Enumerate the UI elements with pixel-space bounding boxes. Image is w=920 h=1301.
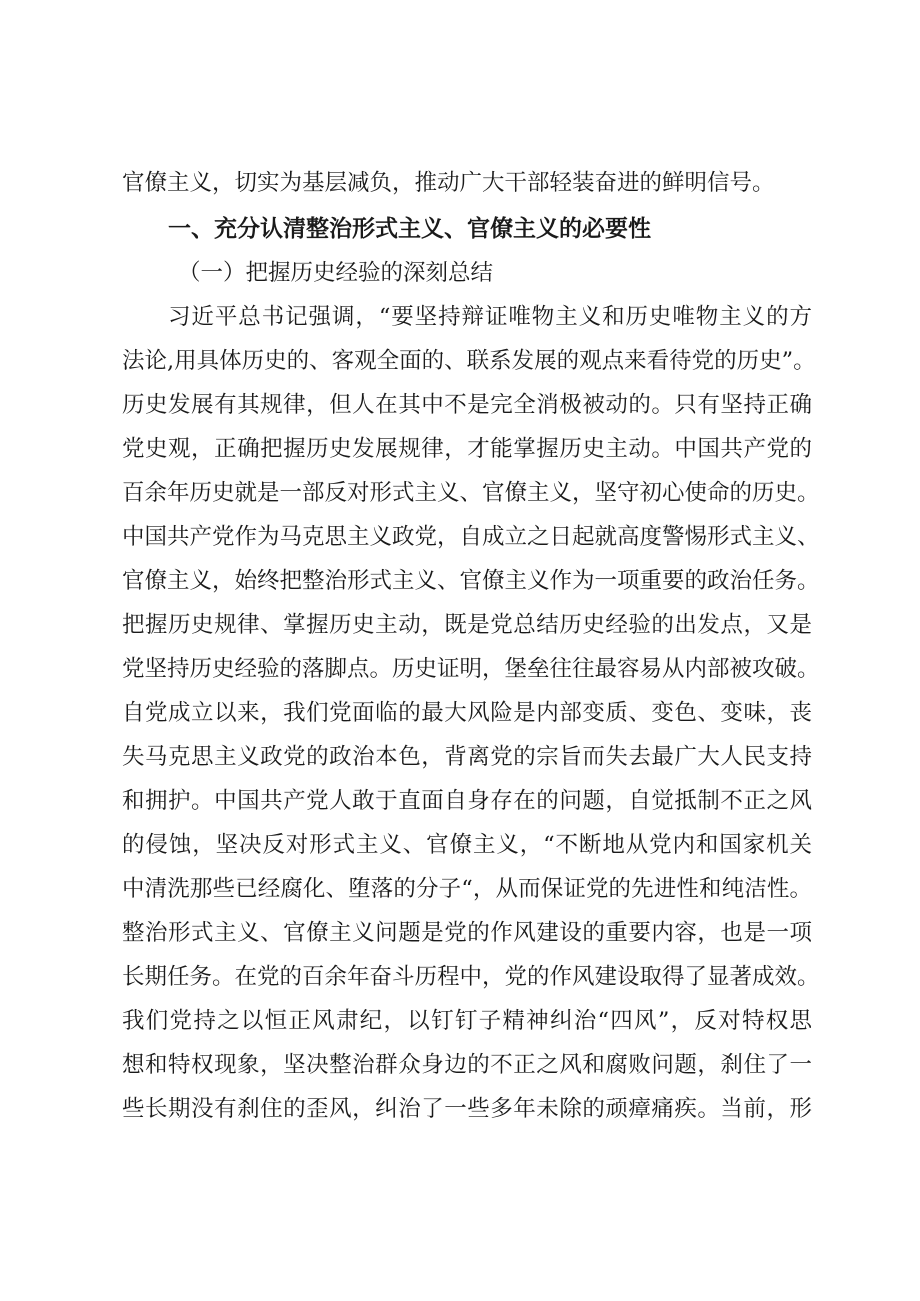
paragraph-line: 党坚持历史经验的落脚点。历史证明，堡垒往往最容易从内部被攻破。 [122,656,820,682]
paragraph-line: 官僚主义，始终把整治形式主义、官僚主义作为一项重要的政治任务。 [122,568,820,594]
paragraph-line: 习近平总书记强调，“要坚持辩证唯物主义和历史唯物主义的方 [168,304,812,330]
paragraph-line: 法论,用具体历史的、客观全面的、联系发展的观点来看待党的历史”。 [122,348,816,374]
paragraph-line: 想和特权现象，坚决整治群众身边的不正之风和腐败问题，刹住了一 [122,1052,812,1078]
paragraph-line: 百余年历史就是一部反对形式主义、官僚主义，坚守初心使命的历史。 [122,480,820,506]
section-heading: 一、充分认清整治形式主义、官僚主义的必要性 [168,216,651,242]
paragraph-line: 中清洗那些已经腐化、堕落的分子“，从而保证党的先进性和纯洁性。 [122,876,812,902]
paragraph-line: 党史观，正确把握历史发展规律，才能掌握历史主动。中国共产党的 [122,436,812,462]
paragraph-line: 的侵蚀，坚决反对形式主义、官僚主义，“不断地从党内和国家机关 [122,832,812,858]
paragraph-line: 中国共产党作为马克思主义政党，自成立之日起就高度警惕形式主义、 [122,524,820,550]
intro-tail-line: 官僚主义，切实为基层减负，推动广大干部轻装奋进的鲜明信号。 [122,170,775,196]
paragraph-line: 整治形式主义、官僚主义问题是党的作风建设的重要内容，也是一项 [122,920,812,946]
subsection-heading: （一）把握历史经验的深刻总结 [178,260,494,286]
paragraph-line: 自党成立以来，我们党面临的最大风险是内部变质、变色、变味，丧 [122,700,812,726]
paragraph-line: 长期任务。在党的百余年奋斗历程中，党的作风建设取得了显著成效。 [122,964,820,990]
paragraph-line: 把握历史规律、掌握历史主动，既是党总结历史经验的出发点，又是 [122,612,812,638]
paragraph-line: 我们党持之以恒正风肃纪，以钉钉子精神纠治“四风”，反对特权思 [122,1008,812,1034]
paragraph-line: 失马克思主义政党的政治本色，背离党的宗旨而失去最广大人民支持 [122,744,812,770]
paragraph-line: 和拥护。中国共产党人敢于直面自身存在的问题，自觉抵制不正之风 [122,788,812,814]
paragraph-line: 历史发展有其规律，但人在其中不是完全消极被动的。只有坚持正确 [122,392,812,418]
paragraph-line: 些长期没有刹住的歪风，纠治了一些多年未除的顽瘴痛疾。当前，形 [122,1096,812,1122]
